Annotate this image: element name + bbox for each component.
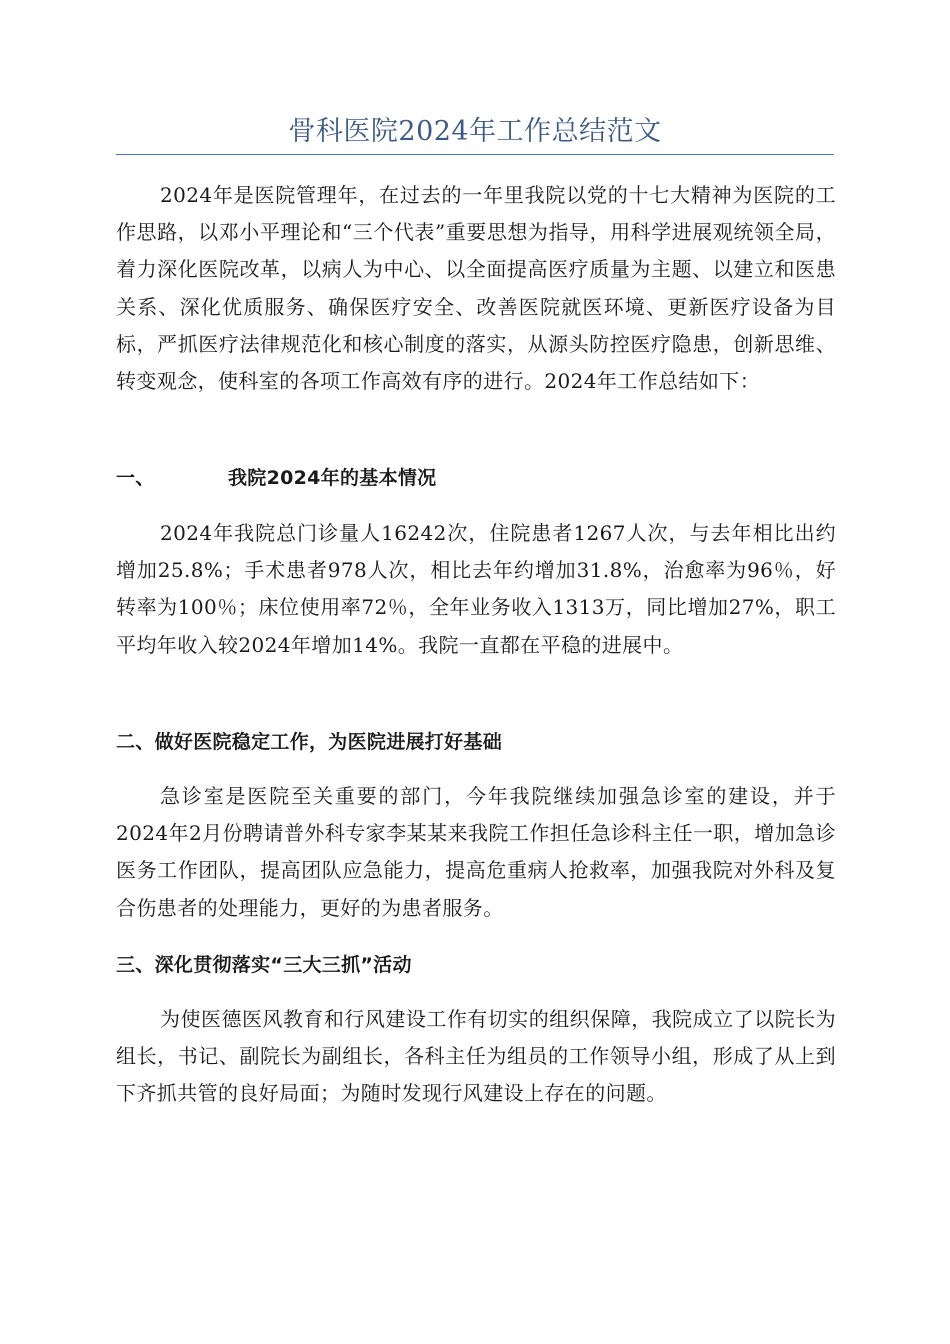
section-2-heading: [116, 727, 836, 757]
section-2-paragraph: 急诊室是医院至关重要的部门，今年我院继续加强急诊室的建设，并于2024年2月份聘请普外科专家李某某来我院工作担任急诊科主任一职，增加急诊医务工作团队，提高团队应急能力，提高危重病人抢救率，加强我院对外科及复合伤患者的处理能力，更好的为患者服务。: [116, 784, 836, 920]
intro-paragraph: 2024年是医院管理年，在过去的一年里我院以党的十七大精神为医院的工作思路，以邓小平理论和“三个代表”重要思想为指导，用科学进展观统领全局，着力深化医院改革，以病人为中心、以全面提高医疗质量为主题、以建立和医患关系、深化优质服务、确保医疗安全、改善医院就医环境、更新医疗设备为目标，严抓医疗法律规范化和核心制度的落实，从源头防控医疗隐患，创新思维、转变观念，使科室的各项工作高效有序的进行。2024年工作总结如下：: [116, 183, 836, 394]
section-3-number: 三、: [116, 954, 155, 976]
section-2-number: 二、: [116, 731, 155, 753]
section-1-paragraph: 2024年我院总门诊量人16242次，住院患者1267人次，与去年相比出约增加25.8%；手术患者978人次，相比去年约增加31.8%，治愈率为96％，好转率为100％；床位使用率72％，全年业务收入1313万，同比增加27%，职工平均年收入较2024年增加14%。我院一直都在平稳的进展中。: [116, 521, 836, 657]
section-3-title: 深化贯彻落实“三大三抓”活动: [154, 954, 412, 976]
section-1-heading: [116, 463, 836, 493]
document-title: 骨科医院2024年工作总结范文: [288, 116, 662, 147]
section-3-heading: [116, 950, 836, 980]
section-1-title: 我院2024年的基本情况: [228, 467, 437, 489]
title-underline: [116, 154, 834, 155]
section-3-paragraph: 为使医德医风教育和行风建设工作有切实的组织保障，我院成立了以院长为组长，书记、副院长为副组长，各科主任为组员的工作领导小组，形成了从上到下齐抓共管的良好局面；为随时发现行风建设上存在的问题。: [116, 1007, 836, 1106]
section-2-title: 做好医院稳定工作，为医院进展打好基础: [154, 731, 503, 753]
section-1-number: 一、: [116, 467, 155, 489]
